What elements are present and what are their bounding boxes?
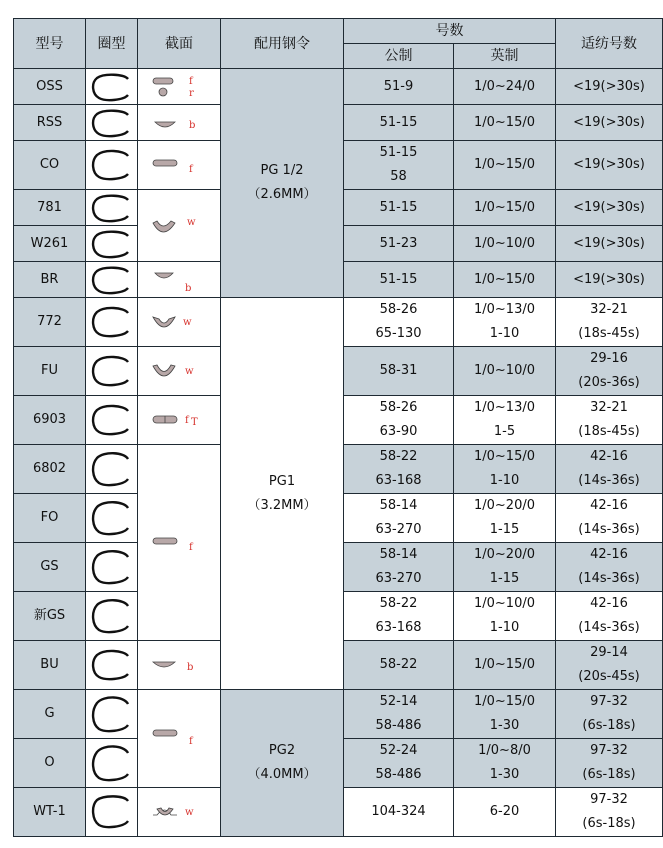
imperial-cell: 1/0~10/0 <box>454 226 556 262</box>
yarn-cell <box>556 543 663 592</box>
metric-cell <box>344 543 454 592</box>
cross-section-icon <box>138 141 221 190</box>
ring-std-size: （4.0MM） <box>247 767 317 782</box>
section-mark: w <box>185 807 194 818</box>
section-mark: w <box>187 216 196 228</box>
yarn-cell: <19(>30s) <box>556 141 663 190</box>
yarn-line: 42-16 <box>590 498 628 513</box>
yarn-line: (14s-36s) <box>578 473 640 488</box>
traveller-spec-table-wrapper <box>13 18 663 837</box>
cross-section-icon <box>138 69 221 105</box>
imperial-line: 1-30 <box>489 718 520 733</box>
ring-std-group <box>221 69 344 298</box>
yarn-line: (14s-36s) <box>578 571 640 586</box>
yarn-cell: <19(>30s) <box>556 69 663 105</box>
imperial-line: 1-5 <box>493 424 516 439</box>
metric-line: 58-26 <box>379 400 418 415</box>
yarn-cell <box>556 494 663 543</box>
metric-line: 58-22 <box>379 596 418 611</box>
model-cell: BU <box>14 641 86 690</box>
section-mark: f <box>189 541 193 553</box>
cross-section-icon <box>138 445 221 641</box>
yarn-line: (14s-36s) <box>578 620 640 635</box>
imperial-cell: 1/0~24/0 <box>454 69 556 105</box>
metric-cell: 51-9 <box>344 69 454 105</box>
yarn-line: 97-32 <box>590 694 628 709</box>
yarn-line: 42-16 <box>590 449 628 464</box>
imperial-line: 1-15 <box>489 571 520 586</box>
metric-cell <box>344 396 454 445</box>
imperial-cell: 1/0~10/0 <box>454 347 556 396</box>
table-row <box>14 69 663 105</box>
header-yarn: 适纺号数 <box>556 19 663 69</box>
imperial-line: 1/0~13/0 <box>473 302 535 317</box>
model-cell: OSS <box>14 69 86 105</box>
yarn-cell <box>556 298 663 347</box>
model-cell: FU <box>14 347 86 396</box>
yarn-line: 32-21 <box>590 302 628 317</box>
traveller-ring-icon <box>86 494 138 543</box>
cross-section-icon <box>138 396 221 445</box>
metric-line: 58-486 <box>375 767 422 782</box>
traveller-spec-table <box>13 18 663 837</box>
yarn-cell <box>556 690 663 739</box>
metric-cell: 51-15 <box>344 190 454 226</box>
section-mark: T <box>191 417 198 428</box>
model-cell: 新GS <box>14 592 86 641</box>
model-cell: 6903 <box>14 396 86 445</box>
metric-cell <box>344 494 454 543</box>
metric-line: 58 <box>390 169 407 184</box>
yarn-line: (6s-18s) <box>582 767 636 782</box>
imperial-line: 1-30 <box>489 767 520 782</box>
imperial-line: 1-10 <box>489 326 520 341</box>
yarn-line: 97-32 <box>590 792 628 807</box>
yarn-line: (18s-45s) <box>578 326 640 341</box>
traveller-ring-icon <box>86 347 138 396</box>
traveller-ring-icon <box>86 445 138 494</box>
metric-cell: 51-15 <box>344 262 454 298</box>
imperial-cell <box>454 592 556 641</box>
table-row <box>14 690 663 739</box>
section-mark: b <box>187 662 194 673</box>
imperial-line: 1/0~13/0 <box>473 400 535 415</box>
model-cell: CO <box>14 141 86 190</box>
ring-std-size: （3.2MM） <box>247 497 317 513</box>
traveller-ring-icon <box>86 543 138 592</box>
model-cell: WT-1 <box>14 788 86 837</box>
section-mark: f <box>189 164 193 175</box>
section-mark: b <box>189 119 196 131</box>
model-cell: RSS <box>14 105 86 141</box>
header-model: 型号 <box>14 19 86 69</box>
imperial-line: 1/0~15/0 <box>473 449 535 464</box>
metric-cell: 58-31 <box>344 347 454 396</box>
section-mark: f <box>189 735 193 747</box>
imperial-line: 1/0~20/0 <box>473 547 535 562</box>
yarn-cell <box>556 788 663 837</box>
imperial-line: 1/0~20/0 <box>473 498 535 513</box>
imperial-cell <box>454 690 556 739</box>
yarn-cell <box>556 641 663 690</box>
traveller-ring-icon <box>86 105 138 141</box>
yarn-line: 42-16 <box>590 547 628 562</box>
ring-std-group <box>221 298 344 690</box>
table-row <box>14 298 663 347</box>
section-mark: w <box>185 366 194 377</box>
metric-line: 63-168 <box>375 620 422 635</box>
yarn-line: 29-14 <box>590 645 628 660</box>
imperial-cell <box>454 298 556 347</box>
model-cell: G <box>14 690 86 739</box>
yarn-line: (6s-18s) <box>582 718 636 733</box>
section-mark: b <box>185 282 192 294</box>
section-mark: r <box>189 87 194 99</box>
cross-section-icon <box>138 262 221 298</box>
header-ring-std: 配用钢令 <box>221 19 344 69</box>
yarn-line: 97-32 <box>590 743 628 758</box>
model-cell: W261 <box>14 226 86 262</box>
traveller-ring-icon <box>86 788 138 837</box>
header-count: 号数 <box>344 19 556 44</box>
traveller-ring-icon <box>86 739 138 788</box>
traveller-ring-icon <box>86 298 138 347</box>
cross-section-icon <box>138 788 221 837</box>
imperial-cell: 1/0~15/0 <box>454 641 556 690</box>
yarn-line: (6s-18s) <box>582 816 636 831</box>
metric-line: 58-26 <box>379 302 418 317</box>
model-cell: 781 <box>14 190 86 226</box>
imperial-cell <box>454 543 556 592</box>
imperial-cell <box>454 739 556 788</box>
metric-cell: 51-23 <box>344 226 454 262</box>
cross-section-icon <box>138 641 221 690</box>
model-cell: 6802 <box>14 445 86 494</box>
imperial-line: 1-15 <box>489 522 520 537</box>
metric-line: 58-22 <box>379 449 418 464</box>
traveller-ring-icon <box>86 226 138 262</box>
imperial-cell: 1/0~15/0 <box>454 262 556 298</box>
model-cell: 772 <box>14 298 86 347</box>
imperial-line: 1-10 <box>489 473 520 488</box>
header-section: 截面 <box>138 19 221 69</box>
traveller-ring-icon <box>86 396 138 445</box>
cross-section-icon <box>138 105 221 141</box>
metric-line: 52-24 <box>379 743 418 758</box>
metric-line: 63-270 <box>375 522 422 537</box>
imperial-line: 1/0~8/0 <box>478 743 531 758</box>
model-cell: O <box>14 739 86 788</box>
section-mark: f <box>185 415 189 426</box>
yarn-cell <box>556 592 663 641</box>
traveller-ring-icon <box>86 592 138 641</box>
imperial-cell <box>454 396 556 445</box>
traveller-ring-icon <box>86 641 138 690</box>
traveller-ring-icon <box>86 690 138 739</box>
metric-line: 63-90 <box>379 424 418 439</box>
yarn-cell: <19(>30s) <box>556 262 663 298</box>
yarn-cell: <19(>30s) <box>556 105 663 141</box>
metric-line: 63-270 <box>375 571 422 586</box>
yarn-cell <box>556 445 663 494</box>
metric-line: 52-14 <box>379 694 418 709</box>
ring-std-group <box>221 690 344 837</box>
imperial-cell: 6-20 <box>454 788 556 837</box>
ring-std-label: PG 1/2 <box>260 163 304 178</box>
imperial-line: 1-10 <box>489 620 520 635</box>
imperial-cell: 1/0~15/0 <box>454 190 556 226</box>
metric-cell <box>344 141 454 190</box>
yarn-line: 42-16 <box>590 596 628 611</box>
yarn-line: 32-21 <box>590 400 628 415</box>
yarn-cell: <19(>30s) <box>556 190 663 226</box>
yarn-line: (14s-36s) <box>578 522 640 537</box>
imperial-line: 1/0~10/0 <box>473 596 535 611</box>
metric-line: 63-168 <box>375 473 422 488</box>
header-ring: 圈型 <box>86 19 138 69</box>
metric-cell <box>344 592 454 641</box>
imperial-cell: 1/0~15/0 <box>454 105 556 141</box>
metric-line: 58-14 <box>379 498 418 513</box>
metric-cell <box>344 690 454 739</box>
model-cell: BR <box>14 262 86 298</box>
yarn-cell <box>556 396 663 445</box>
metric-line: 65-130 <box>375 326 422 341</box>
ring-std-label: PG1 <box>268 473 296 489</box>
yarn-cell: <19(>30s) <box>556 226 663 262</box>
imperial-cell <box>454 494 556 543</box>
model-cell: FO <box>14 494 86 543</box>
yarn-line: (18s-45s) <box>578 424 640 439</box>
traveller-ring-icon <box>86 190 138 226</box>
metric-cell <box>344 298 454 347</box>
traveller-ring-icon <box>86 69 138 105</box>
metric-cell <box>344 445 454 494</box>
yarn-cell <box>556 739 663 788</box>
cross-section-icon <box>138 690 221 788</box>
yarn-cell <box>556 347 663 396</box>
ring-std-label: PG2 <box>268 743 296 758</box>
imperial-cell: 1/0~15/0 <box>454 141 556 190</box>
imperial-cell <box>454 445 556 494</box>
header-metric: 公制 <box>344 44 454 69</box>
metric-cell: 104-324 <box>344 788 454 837</box>
cross-section-icon <box>138 190 221 262</box>
metric-cell <box>344 739 454 788</box>
cross-section-icon <box>138 298 221 347</box>
yarn-line: (20s-45s) <box>578 669 640 684</box>
header-imperial: 英制 <box>454 44 556 69</box>
cross-section-icon <box>138 347 221 396</box>
imperial-line: 1/0~15/0 <box>473 694 535 709</box>
traveller-ring-icon <box>86 141 138 190</box>
metric-line: 58-14 <box>379 547 418 562</box>
metric-cell: 51-15 <box>344 105 454 141</box>
section-mark: f <box>189 75 193 87</box>
yarn-line: 29-16 <box>590 351 628 366</box>
ring-std-size: （2.6MM） <box>247 187 317 202</box>
metric-line: 58-486 <box>375 718 422 733</box>
traveller-ring-icon <box>86 262 138 298</box>
section-mark: w <box>183 317 192 328</box>
yarn-line: (20s-36s) <box>578 375 640 390</box>
metric-cell: 58-22 <box>344 641 454 690</box>
model-cell: GS <box>14 543 86 592</box>
metric-line: 51-15 <box>379 145 418 160</box>
